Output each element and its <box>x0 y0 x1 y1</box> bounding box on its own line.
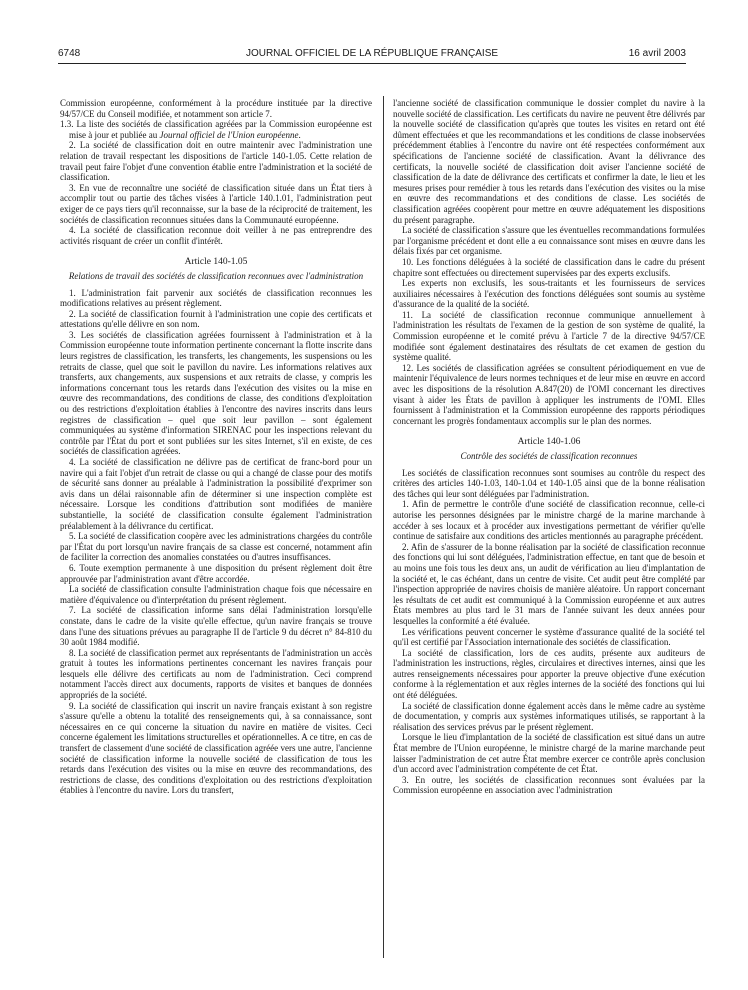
paragraph: 1. L'administration fait parvenir aux sociétés de classification reconnues les modifications relatives au présent règlement. <box>60 287 372 309</box>
paragraph: 7. La société de classification informe sans délai l'administration lorsqu'elle constate, dans le cadre de la visite qu'elle effectue, qu'un navire français se trouve dans l'une des situations prévues au paragraphe II de l'article 9 du décret n° 84-810 du 30 août 1984 modifié. <box>60 605 372 648</box>
paragraph: Les experts non exclusifs, les sous-traitants et les fournisseurs de services auxiliaires nécessaires à l'exécution des fonctions déléguées sont soumis au système d'assurance de la qualité de la société. <box>393 278 705 310</box>
paragraph: Les vérifications peuvent concerner le système d'assurance qualité de la société tel qu'il est certifié par l'Association internationale des sociétés de classification. <box>393 626 705 648</box>
paragraph: 4. La société de classification reconnue doit veiller à ne pas entreprendre des activités risquant de créer un conflit d'intérêt. <box>60 225 372 246</box>
paragraph: 8. La société de classification permet aux représentants de l'administration un accès gratuit à toutes les informations pertinentes concernant les navires français pour lesquels elle délivre des certificats au nom de l'administration. Ceci comprend notamment l'accès direct aux documents, rapports de visites et banques de données appropriés de la société. <box>60 647 372 701</box>
paragraph: 2. La société de classification doit en outre maintenir avec l'administration une relation de travail respectant les dispositions de l'article 140-1.05. Cette relation de travail peut faire l'objet d'une convention établie entre l'administration et la société de classification. <box>60 140 372 183</box>
paragraph: 9. La société de classification qui inscrit un navire français existant à son registre s'assure qu'elle a obtenu la totalité des renseignements qui, à sa connaissance, sont nécessaires en ce qui concerne la situation du navire en matière de visites. Ceci concerne également les limitations structurelles et opérationnelles. A ce titre, en cas de transfert de classement d'une société de classification agréée vers une autre, l'ancienne société de classification informe la nouvelle société de classification de tous les retards dans l'exécution des visites ou la mise en œuvre des recommandations, des restrictions de classe, des conditions d'exploitation ou des restrictions d'exploitation établies à l'encontre du navire. Lors du transfert, <box>60 700 372 796</box>
paragraph: La société de classification consulte l'administration chaque fois que nécessaire en matière d'équivalence ou d'interprétation du présent règlement. <box>60 584 372 605</box>
paragraph: 4. La société de classification ne délivre pas de certificat de franc-bord pour un navire qui a fait l'objet d'un retrait de classe ou qui a changé de classe pour des motifs de sécurité sans donner au préalable à l'administration la possibilité d'exprimer son avis dans un délai raisonnable afin de déterminer si une inspection complète est nécessaire. Lorsque les conditions d'attribution sont modifiées de manière substantielle, la société de classification consulte également l'administration préalablement à la délivrance du certificat. <box>60 457 372 531</box>
paragraph: 3. En outre, les sociétés de classification reconnues sont évaluées par la Commission européenne en association avec l'administration <box>393 774 705 796</box>
journal-title: JOURNAL OFFICIEL DE LA RÉPUBLIQUE FRANÇAISE <box>245 48 499 59</box>
paragraph: 6. Toute exemption permanente à une disposition du présent règlement doit être approuvée par l'administration avant d'être accordée. <box>60 562 372 584</box>
paragraph: Commission européenne, conformément à la procédure instituée par la directive 94/57/CE du Conseil modifiée, et notamment son article 7. <box>60 98 372 119</box>
paragraph: Les sociétés de classification reconnues sont soumises au contrôle du respect des critères des articles 140-1.03, 140-1.04 et 140-1.05 ainsi que de la bonne réalisation des tâches qui leur sont déléguées par l'administration. <box>393 467 705 499</box>
paragraph: La société de classification donne également accès dans le même cadre au système de documentation, y compris aux systèmes informatiques utilisés, se rapportant à la réalisation des services prévus par le présent règlement. <box>393 700 705 732</box>
article-heading: Article 140-1.06 <box>517 437 581 448</box>
paragraph: 3. En vue de reconnaître une société de classification située dans un État tiers à accomplir tout ou partie des tâches visées à l'article 140.1.01, l'administration peut exiger de ce pays tiers qu'il reconnaisse, sur la base de la réciprocité de traitement, les sociétés de classification reconnues situées dans la Communauté européenne. <box>60 182 372 225</box>
article-heading: Article 140-1.05 <box>184 257 248 268</box>
journal-reference: Journal officiel de l'Union européenne <box>159 129 299 140</box>
left-column <box>60 98 372 796</box>
paragraph: 3. Les sociétés de classification agréées fournissent à l'administration et à la Commission européenne toute information pertinente concernant la flotte inscrite dans leurs registres de classification, les transferts, les changements, les suspensions ou les retraits de classe, quel que soit le pavillon du navire. Les informations relatives aux transferts, aux changements, aux suspensions et aux retraits de classe, y compris les informations concernant tous les retards dans l'exécution des visites ou la mise en œuvre des recommandations, des conditions de classe, des conditions d'exploitation ou des restrictions d'exploitation établies à l'encontre des navires inscrits dans leurs registres de classification – quel que soit leur pavillon – sont également communiquées au système d'information SIRENAC pour les inspections relevant du contrôle par l'État du port et sont publiées sur les sites Internet, s'il en existe, de ces sociétés de classification agréées. <box>60 329 372 457</box>
column-divider <box>383 96 384 958</box>
page-number: 6748 <box>58 48 81 59</box>
paragraph: 1. Afin de permettre le contrôle d'une société de classification reconnue, celle-ci autorise les personnes désignées par le ministre chargé de la marine marchande à accéder à ses locaux et à procéder aux investigations permettant de vérifier qu'elle continue de satisfaire aux conditions des articles mentionnés au paragraphe précédent. <box>393 499 705 542</box>
paragraph: Lorsque le lieu d'implantation de la société de classification est situé dans un autre État membre de l'Union européenne, le ministre chargé de la marine marchande peut laisser l'administration de cet autre État membre exercer ce contrôle après conclusion d'un accord avec l'administration compétente de cet État. <box>393 732 705 775</box>
text-span: 1.3. La liste des sociétés de classification agréées par la Commission européenne est mise à jour et publiée au <box>60 119 372 140</box>
paragraph: La société de classification s'assure que les éventuelles recommandations formulées par l'organisme précédent et dont elle a eu connaissance sont mises en œuvre dans les délais fixés par cet organisme. <box>393 225 705 257</box>
paragraph: l'ancienne société de classification communique le dossier complet du navire à la nouvelle société de classification. Les certificats du navire ne peuvent être délivrés par la nouvelle société de classification qu'après que toutes les visites en retard ont été dûment effectuées et que les recommandations et les conditions de classe inobservées précédemment établies à l'encontre du navire ont été respectées conformément aux spécifications de l'ancienne société de classification. Avant la délivrance des certificats, la nouvelle société de classification doit aviser l'ancienne société de classification de la date de délivrance des certificats et confirmer la date, le lieu et les mesures prises pour remédier à tous les retards dans l'exécution des visites ou la mise en œuvre des recommandations et des conditions de classe. Les sociétés de classification agréées coopèrent pour mettre en œuvre adéquatement les dispositions du présent paragraphe. <box>393 98 705 225</box>
header-rule <box>58 63 686 64</box>
paragraph: 11. La société de classification reconnue communique annuellement à l'administration les résultats de l'examen de la gestion de son système de qualité, la Commission européenne et le comité prévu à l'article 7 de la directive 94/57/CE modifiée sont également destinataires des résultats de cet examen de gestion du système qualité. <box>393 309 705 363</box>
text-span: . <box>298 129 301 140</box>
paragraph: La société de classification, lors de ces audits, présente aux auditeurs de l'administration les instructions, règles, circulaires et directives internes, ainsi que les autres renseignements nécessaires pour apporter la preuve objective d'une exécution conforme à la réglementation et aux règles internes de la société des fonctions qui lui ont été déléguées. <box>393 647 705 701</box>
paragraph: 5. La société de classification coopère avec les administrations chargées du contrôle par l'État du port lorsqu'un navire français de sa classe est concerné, notamment afin de faciliter la correction des anomalies constatées ou d'autres insuffisances. <box>60 531 372 563</box>
right-column <box>393 98 705 796</box>
article-subheading: Contrôle des sociétés de classification reconnues <box>460 451 638 461</box>
publication-date: 16 avril 2003 <box>628 48 686 59</box>
paragraph <box>60 119 372 140</box>
paragraph: 12. Les sociétés de classification agréées se consultent périodiquement en vue de maintenir l'équivalence de leurs normes techniques et de leur mise en œuvre en accord avec les dispositions de la résolution A.847(20) de l'OMI concernant les directives visant à aider les États de pavillon à appliquer les instruments de l'OMI. Elles fournissent à l'administration et la Commission européenne des rapports périodiques concernant les progrès fondamentaux accomplis sur le plan des normes. <box>393 362 705 426</box>
paragraph: 2. Afin de s'assurer de la bonne réalisation par la société de classification reconnue des fonctions qui lui sont déléguées, l'administration effectue, en tant que de besoin et au moins une fois tous les deux ans, un audit de vérification au lieu d'implantation de la société et, le cas échéant, dans un centre de visite. Cet audit peut être complété par l'inspection appropriée de navires choisis de manière aléatoire. Un rapport concernant les résultats de cet audit est communiqué à la Commission européenne et aux autres États membres au plus tard le 31 mars de l'année suivant les deux années pour lesquelles la conformité a été évaluée. <box>393 541 705 626</box>
paragraph: 10. Les fonctions déléguées à la société de classification dans le cadre du présent chapitre sont effectuées ou directement supervisées par des experts exclusifs. <box>393 256 705 278</box>
paragraph: 2. La société de classification fournit à l'administration une copie des certificats et attestations qu'elle délivre en son nom. <box>60 308 372 330</box>
article-subheading: Relations de travail des sociétés de classification reconnues avec l'administration <box>68 270 364 281</box>
page-header <box>58 48 686 62</box>
